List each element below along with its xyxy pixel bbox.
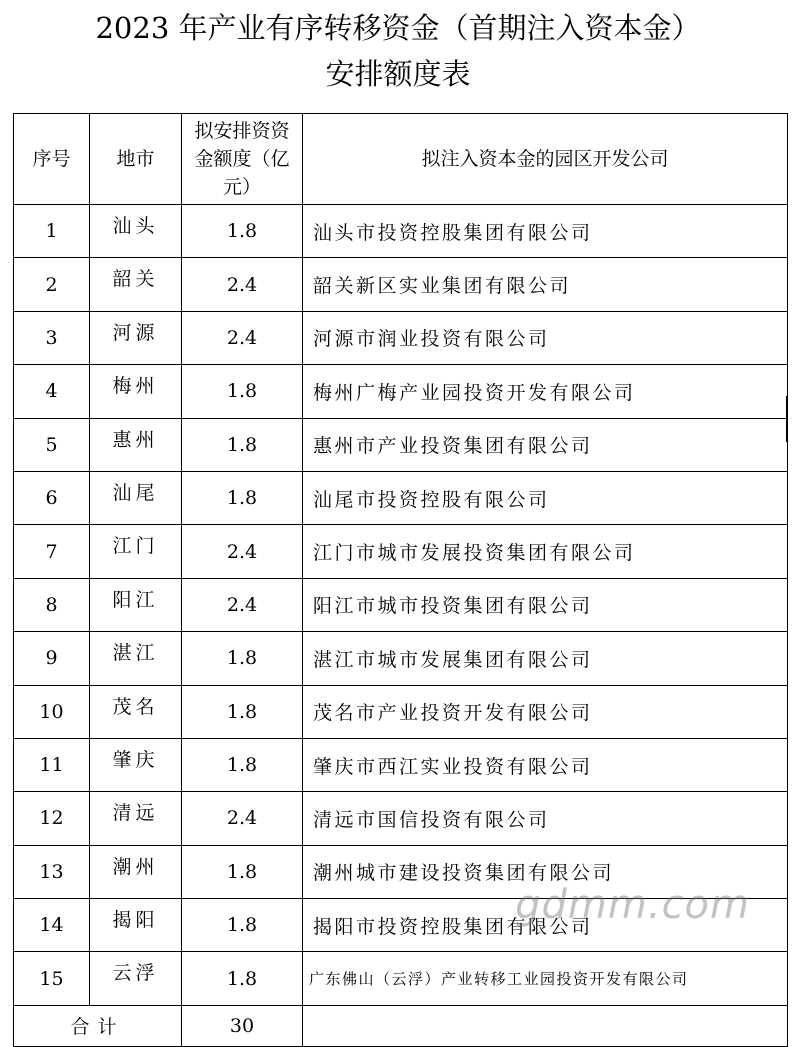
row-city: 肇庆 [90,738,182,791]
table-row [14,311,788,364]
total-amount: 30 [182,1005,303,1046]
row-amount: 2.4 [182,525,303,578]
row-city: 河源 [90,311,182,364]
header-amount: 拟安排资资金额度（亿元） [182,114,303,205]
table-row [14,471,788,524]
row-index: 15 [14,952,90,1005]
table-row [14,632,788,685]
row-amount: 1.8 [182,845,303,898]
row-amount: 1.8 [182,632,303,685]
row-city: 云浮 [90,952,182,1005]
row-index: 9 [14,632,90,685]
row-index: 5 [14,418,90,471]
row-amount: 1.8 [182,899,303,952]
header-company: 拟注入资本金的园区开发公司 [303,114,788,205]
row-index: 7 [14,525,90,578]
row-index: 8 [14,578,90,631]
table-row [14,578,788,631]
header-index: 序号 [14,114,90,205]
row-city: 江门 [90,525,182,578]
row-company: 梅州广梅产业园投资开发有限公司 [303,365,788,418]
row-amount: 2.4 [182,258,303,311]
row-amount: 2.4 [182,578,303,631]
row-index: 14 [14,899,90,952]
row-company: 江门市城市发展投资集团有限公司 [303,525,788,578]
row-amount: 1.8 [182,205,303,258]
row-company: 揭阳市投资控股集团有限公司 [303,899,788,952]
row-index: 3 [14,311,90,364]
row-amount: 2.4 [182,792,303,845]
header-city: 地市 [90,114,182,205]
row-company: 汕尾市投资控股有限公司 [303,471,788,524]
row-amount: 1.8 [182,365,303,418]
total-empty-cell [303,1005,788,1046]
row-city: 潮州 [90,845,182,898]
row-amount: 1.8 [182,952,303,1005]
row-company: 汕头市投资控股集团有限公司 [303,205,788,258]
row-amount: 1.8 [182,738,303,791]
row-city: 清远 [90,792,182,845]
row-index: 10 [14,685,90,738]
right-edge-mark [786,396,787,442]
row-index: 4 [14,365,90,418]
table-row [14,525,788,578]
table-row [14,685,788,738]
table-row [14,792,788,845]
row-company: 肇庆市西江实业投资有限公司 [303,738,788,791]
row-city: 韶关 [90,258,182,311]
row-company: 韶关新区实业集团有限公司 [303,258,788,311]
watermark-text: gdmm.com [515,882,750,928]
row-index: 12 [14,792,90,845]
row-company: 湛江市城市发展集团有限公司 [303,632,788,685]
row-company: 河源市润业投资有限公司 [303,311,788,364]
row-amount: 2.4 [182,311,303,364]
row-company: 广东佛山（云浮）产业转移工业园投资开发有限公司 [303,952,788,1005]
row-amount: 1.8 [182,471,303,524]
row-city: 梅州 [90,365,182,418]
total-row [14,1005,788,1046]
row-city: 茂名 [90,685,182,738]
row-city: 揭阳 [90,899,182,952]
row-company: 茂名市产业投资开发有限公司 [303,685,788,738]
table-row [14,738,788,791]
row-index: 13 [14,845,90,898]
row-index: 2 [14,258,90,311]
row-company: 潮州城市建设投资集团有限公司 [303,845,788,898]
row-city: 惠州 [90,418,182,471]
table-header-row [14,114,788,205]
row-city: 湛江 [90,632,182,685]
row-city: 汕尾 [90,471,182,524]
table-row [14,365,788,418]
row-index: 6 [14,471,90,524]
table-row [14,258,788,311]
row-city: 汕头 [90,205,182,258]
table-row [14,952,788,1005]
row-amount: 1.8 [182,685,303,738]
row-index: 11 [14,738,90,791]
row-amount: 1.8 [182,418,303,471]
row-company: 惠州市产业投资集团有限公司 [303,418,788,471]
table-row [14,205,788,258]
row-city: 阳江 [90,578,182,631]
row-company: 清远市国信投资有限公司 [303,792,788,845]
page-title-line1: 2023 年产业有序转移资金（首期注入资本金） [95,11,701,45]
row-company: 阳江市城市投资集团有限公司 [303,578,788,631]
page-title-line2: 安排额度表 [325,57,471,91]
row-index: 1 [14,205,90,258]
table-row [14,418,788,471]
total-label: 合计 [14,1005,182,1046]
